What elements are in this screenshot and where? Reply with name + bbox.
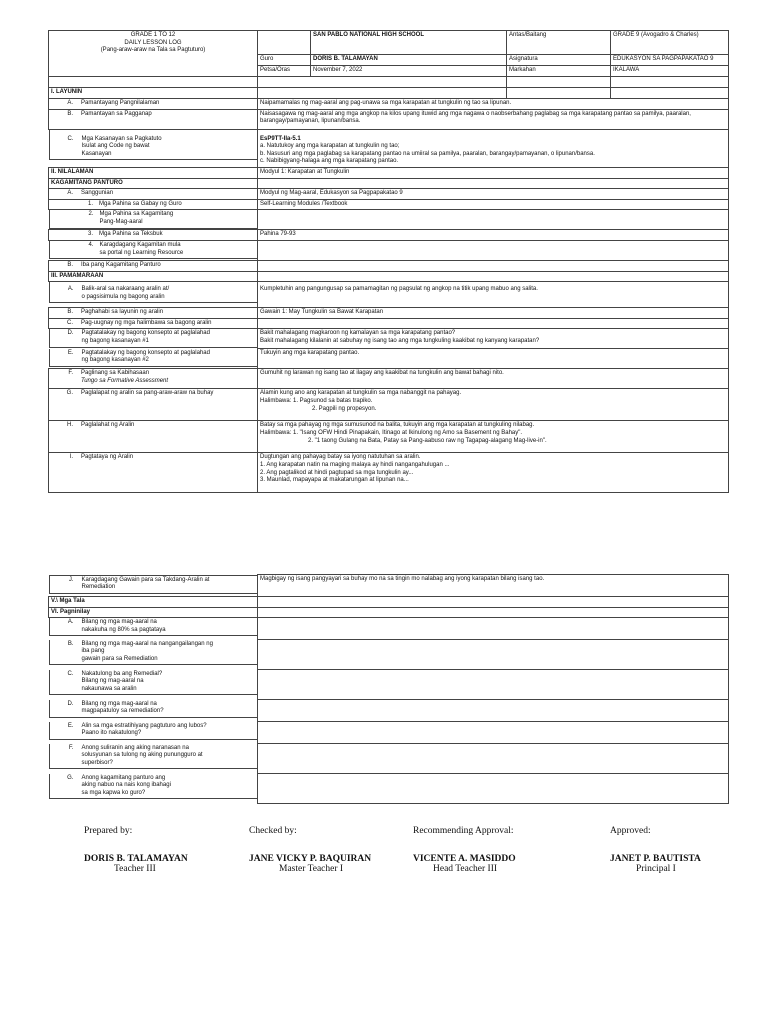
paghahabi-label: B. Paghahabi sa layunin ng aralin <box>49 308 258 319</box>
pagninilay-f-label: F. Anong suliranin ang aking naranasan na solusyunan sa tulong ng aking punungguro at superbisor? <box>49 744 258 770</box>
pagninilay-b-label: B. Bilang ng mga mag-aaral na nangangailangan ng iba pang gawain para sa Remediation <box>49 640 258 666</box>
checked-by-label: Checked by: <box>249 826 297 836</box>
pagninilay-b-value <box>258 640 729 670</box>
paglalapat-value <box>258 389 729 421</box>
learning-resource-label: 4. Karagdagang Kagamitan mula sa portal ng Learning Resource <box>49 241 258 259</box>
checked-by-block <box>249 826 419 874</box>
formative-assessment-text: Tungo sa Formative Assessment <box>81 377 169 384</box>
pagtatalakay-1-label: D. Pagtatalakay ng bagong konsepto at paglalahad ng bagong kasanayan #1 <box>49 329 258 347</box>
blank-cell <box>611 88 729 99</box>
pamamaraan-heading: III. PAMAMARAAN <box>49 271 258 282</box>
log-title <box>49 31 258 77</box>
iba-pang-kagamitan-value <box>258 260 729 271</box>
kasanayan-value <box>258 129 729 167</box>
paglalahat-line1: Batay sa mga pahayag ng mga sumusunod na balita, tukuyin ang mga karapatan at tungkuling nilabag. <box>260 422 535 429</box>
pamantayan-pagganap-label: B. Pamantayan sa Pagganap <box>49 109 258 129</box>
gabay-guro-value: Self-Learning Modules /Textbook <box>258 199 729 210</box>
pamantayang-pangnilalaman-label: A. Pamantayang Pangnilalaman <box>49 99 258 110</box>
blank-cell <box>507 77 611 88</box>
pagtatalakay-2-label: E. Pagtatalakay ng bagong konsepto at paglalahad ng bagong kasanayan #2 <box>49 349 258 367</box>
checked-by-name: JANE VICKY P. BAQUIRAN <box>249 854 372 864</box>
paglalapat-line2: Halimbawa: 1. Pagsunod sa batas trapiko. <box>260 397 373 404</box>
pagninilay-f-value <box>258 744 729 774</box>
competency-c: c. Nabibigyang-halaga ang mga karapatang pantao. <box>260 158 399 165</box>
approved-name: JANET P. BAUTISTA <box>610 854 701 864</box>
competency-b: b. Nasusuri ang mga paglabag sa karapatang pantao na umiiral sa pamilya, paaralan, barangay/pamayanan, o lipunan/bansa. <box>260 150 595 157</box>
recommending-approval-label: Recommending Approval: <box>413 826 514 836</box>
prepared-by-name: DORIS B. TALAMAYAN <box>84 854 188 864</box>
kagamitan-heading: KAGAMITANG PANTURO <box>49 178 258 189</box>
iba-pang-kagamitan-label: B. Iba pang Kagamitang Panturo <box>49 260 258 271</box>
approved-block <box>610 826 750 874</box>
kabihasaan-label: F. Paglinang sa Kabihasaan Tungo sa Formative Assessment <box>49 369 258 389</box>
blank-cell <box>258 271 729 282</box>
prepared-by-label: Prepared by: <box>84 826 133 836</box>
title-line3: (Pang-araw-araw na Tala sa Pagtuturo) <box>100 47 206 54</box>
pagninilay-a-label: A. Bilang ng mga mag-aaral na nakakuha ng 80% sa pagtataya <box>49 618 258 636</box>
sanggunian-label: A. Sanggunian <box>49 189 258 200</box>
nilalaman-heading: II. NILALAMAN <box>49 167 258 178</box>
paglalahat-label: H. Paglalahat ng Aralin <box>49 421 258 453</box>
balik-aral-value: Kumpletuhin ang pangungusap sa pamamagitan ng pagsulat ng angkop na titik upang mabuo ang salita. <box>258 282 729 308</box>
pamantayan-pagganap-value: Naisasagawa ng mag-aaral ang mga angkop na kilos upang ituwid ang mga nagawa o naobserbahang paglabag sa mga karapatang pantao sa pamilya, paaralan, barangay/pamayanan, lipunan/bansa. <box>258 109 729 129</box>
paglalapat-label: G. Paglalapat ng aralin sa pang-araw-araw na buhay <box>49 389 258 421</box>
gabay-guro-label: 1. Mga Pahina sa Gabay ng Guro <box>49 199 258 210</box>
markahan-value: IKALAWA <box>611 66 729 77</box>
teksbuk-value: Pahina 79-93 <box>258 230 729 241</box>
competency-a: a. Natutukoy ang mga karapatan at tungkulin ng tao; <box>260 143 400 150</box>
pagninilay-c-value <box>258 670 729 700</box>
school-name: SAN PABLO NATIONAL HIGH SCHOOL <box>311 31 507 55</box>
blank-cell <box>507 88 611 99</box>
recommending-approval-position: Head Teacher III <box>433 864 498 874</box>
pagtataya-value: Dugtungan ang pahayag batay sa iyong natutuhan sa aralin. 1. Ang karapatan natin na maging malaya ay hindi nangangahulugan ... 2. Ang pagtalikod at hindi pagtupad sa mga tungkulin ay... 3. Maunlad, mapayapa at makatarungan at lipunan na... <box>258 453 729 493</box>
kagamitang-mag-aaral-value <box>258 210 729 230</box>
blank-cell <box>49 77 258 88</box>
asignatura-value: EDUKASYON SA PAGPAPAKATAO 9 <box>611 55 729 66</box>
paglalapat-line1: Alamin kung ano ang karapatan at tungkulin sa mga nabanggit na pahayag. <box>260 390 462 397</box>
prepared-by-block <box>84 826 254 874</box>
lesson-log-table-part1 <box>48 30 729 493</box>
paghahabi-value: Gawain 1: May Tungkulin sa Bawat Karapatan <box>258 308 729 319</box>
prepared-by-position: Teacher III <box>114 864 156 874</box>
pagninilay-heading: VI. Pagninilay <box>49 607 258 618</box>
recommending-approval-block <box>413 826 583 874</box>
pag-uugnay-label: C. Pag-uugnay ng mga halimbawa sa bagong aralin <box>49 318 258 329</box>
paglalahat-value <box>258 421 729 453</box>
guro-label: Guro <box>258 55 311 66</box>
blank-cell <box>258 607 729 618</box>
nilalaman-value: Modyul 1: Karapatan at Tungkulin <box>258 167 729 178</box>
recommending-approval-name: VICENTE A. MASIDDO <box>413 854 516 864</box>
pagtatalakay-1-value: Bakit mahalagang magkaroon ng kamalayan sa mga karapatang pantao? Bakit mahalagang kilalanin at sabuhay ng isang tao ang mga tungkuling kaakibat ng kanyang karapatan? <box>258 329 729 349</box>
pagninilay-g-value <box>258 774 729 804</box>
paglalapat-line3: 2. Pagpili ng propesyon. <box>312 405 377 412</box>
blank-cell <box>258 178 729 189</box>
sanggunian-value: Modyul ng Mag-aaral, Edukasyon sa Pagpapakatao 9 <box>258 189 729 200</box>
blank-cell <box>611 77 729 88</box>
pagtatalakay-2-value: Tukuyin ang mga karapatang pantao. <box>258 349 729 369</box>
competency-code: EsP9TT-IIa-5.1 <box>260 135 301 142</box>
markahan-label: Markahan <box>507 66 611 77</box>
takdang-aralin-value: Magbigay ng isang pangyayari sa buhay mo na sa tingin mo nalabag ang iyong karapatan bilang isang tao. <box>258 575 729 597</box>
antas-label: Antas/Baitang <box>507 31 611 55</box>
lesson-log-table-part2 <box>48 574 729 804</box>
blank-cell <box>258 77 507 88</box>
takdang-aralin-label: J. Karagdagang Gawain para sa Takdang-Aralin at Remediation <box>49 575 258 594</box>
pagninilay-e-label: E. Alin sa mga estratihiyang pagtuturo ang lubos? Paano ito nakatulong? <box>49 722 258 740</box>
pagninilay-c-label: C. Nakatulong ba ang Remedial? Bilang ng mag-aaral na nakaunawa sa aralin <box>49 670 258 696</box>
kasanayan-label: C. Mga Kasanayan sa Pagkatuto Isulat ang Code ng bawat Kasanayan <box>49 130 258 161</box>
pag-uugnay-value <box>258 318 729 329</box>
antas-value: GRADE 9 (Avogadro & Charles) <box>611 31 729 55</box>
petsa-value: November 7, 2022 <box>311 66 507 77</box>
paglalahat-line3: 2. "1 taong Gulang na Bata, Patay sa Pang-aabuso raw ng Tagapag-alagang Mag-live-in". <box>308 437 547 444</box>
guro-value: DORIS B. TALAMAYAN <box>311 55 507 66</box>
title-line2: DAILY LESSON LOG <box>124 39 182 46</box>
petsa-label: Petsa/Oras <box>258 66 311 77</box>
pagtataya-label: I. Pagtataya ng Aralin <box>49 453 258 493</box>
kabihasaan-value: Gumuhit ng larawan ng isang tao at ilagay ang kaakibat na tungkulin ang bawat bahagi nito. <box>258 369 729 389</box>
teksbuk-label: 3. Mga Pahina sa Teksbuk <box>49 230 258 241</box>
approved-label: Approved: <box>610 826 651 836</box>
pagninilay-d-label: D. Bilang ng mga mag-aaral na magpapatuloy sa remediation? <box>49 700 258 718</box>
asignatura-label: Asignatura <box>507 55 611 66</box>
mga-tala-value <box>258 597 729 608</box>
checked-by-position: Master Teacher I <box>279 864 344 874</box>
learning-resource-value <box>258 240 729 260</box>
pagninilay-d-value <box>258 700 729 722</box>
layunin-heading: I. LAYUNIN <box>49 88 258 99</box>
pagninilay-a-value <box>258 618 729 640</box>
pagninilay-g-label: G. Anong kagamitang panturo ang aking nabuo na nais kong ibahagi sa mga kapwa ko guro? <box>49 774 258 800</box>
mga-tala-heading: V.\ Mga Tala <box>49 597 258 608</box>
blank-cell <box>258 88 507 99</box>
balik-aral-label: A. Balik-aral sa nakaraang aralin at/ o pagsisimula ng bagong aralin <box>49 282 258 303</box>
pagninilay-e-value <box>258 722 729 744</box>
kagamitang-mag-aaral-label: 2. Mga Pahina sa Kagamitang Pang-Mag-aaral <box>49 210 258 228</box>
approved-position: Principal I <box>636 864 676 874</box>
title-line1: GRADE 1 TO 12 <box>130 32 176 38</box>
school-label-cell <box>258 31 311 55</box>
pamantayang-pangnilalaman-value: Naipamamalas ng mag-aaral ang pag-unawa sa mga karapatan at tungkulin ng tao sa lipunan. <box>258 99 729 110</box>
paglalahat-line2: Halimbawa: 1. "Isang OFW Hindi Pinapakain, Itinago at Ikinulong ng Amo sa Basement ng Bahay". <box>260 429 523 436</box>
